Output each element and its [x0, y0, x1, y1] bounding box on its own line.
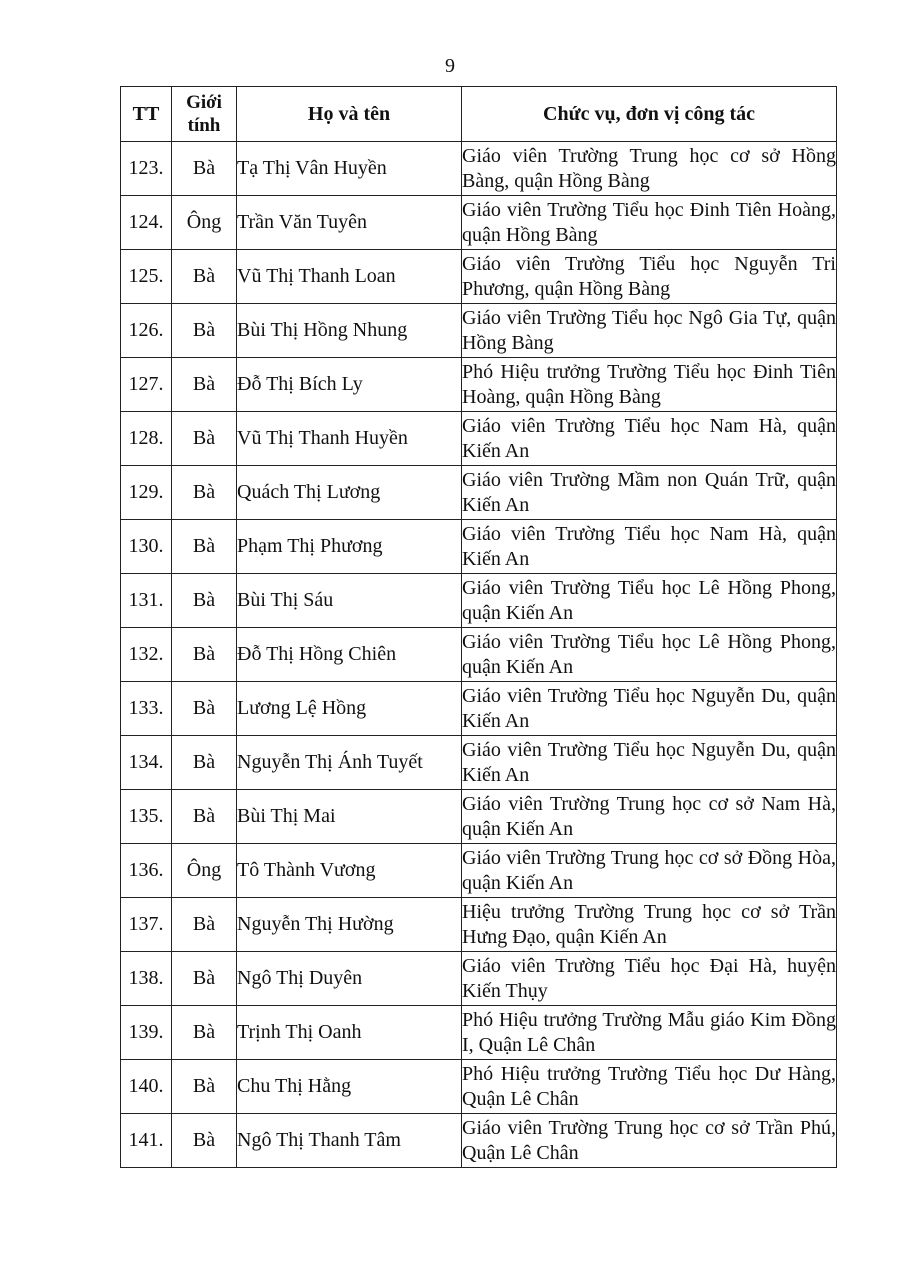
- row-name: Tạ Thị Vân Huyền: [237, 142, 462, 196]
- page-number: 9: [445, 55, 455, 77]
- row-position: Giáo viên Trường Tiểu học Đại Hà, huyện Kiến Thụy: [462, 952, 837, 1006]
- row-gender: Bà: [172, 574, 237, 628]
- row-gender: Bà: [172, 736, 237, 790]
- row-number: 140.: [121, 1060, 172, 1114]
- row-number: 139.: [121, 1006, 172, 1060]
- row-number: 123.: [121, 142, 172, 196]
- row-name: Bùi Thị Hồng Nhung: [237, 304, 462, 358]
- table-row: [121, 304, 837, 358]
- row-number: 125.: [121, 250, 172, 304]
- row-number: 134.: [121, 736, 172, 790]
- table-row: [121, 1006, 837, 1060]
- row-number: 130.: [121, 520, 172, 574]
- row-position: Giáo viên Trường Tiểu học Nam Hà, quận Kiến An: [462, 412, 837, 466]
- row-name: Ngô Thị Thanh Tâm: [237, 1114, 462, 1168]
- row-gender: Bà: [172, 1006, 237, 1060]
- row-name: Lương Lệ Hồng: [237, 682, 462, 736]
- row-position: Giáo viên Trường Tiểu học Nguyễn Du, quận Kiến An: [462, 736, 837, 790]
- row-name: Trần Văn Tuyên: [237, 196, 462, 250]
- row-name: Tô Thành Vương: [237, 844, 462, 898]
- row-name: Vũ Thị Thanh Huyền: [237, 412, 462, 466]
- table-row: [121, 520, 837, 574]
- row-number: 128.: [121, 412, 172, 466]
- table-row: [121, 412, 837, 466]
- row-name: Trịnh Thị Oanh: [237, 1006, 462, 1060]
- row-gender: Bà: [172, 304, 237, 358]
- row-position: Giáo viên Trường Tiểu học Đinh Tiên Hoàng, quận Hồng Bàng: [462, 196, 837, 250]
- row-name: Bùi Thị Sáu: [237, 574, 462, 628]
- row-gender: Bà: [172, 952, 237, 1006]
- row-number: 124.: [121, 196, 172, 250]
- row-gender: Bà: [172, 250, 237, 304]
- row-position: Phó Hiệu trưởng Trường Mẫu giáo Kim Đồng I, Quận Lê Chân: [462, 1006, 837, 1060]
- row-gender: Bà: [172, 358, 237, 412]
- table-row: [121, 952, 837, 1006]
- row-position: Giáo viên Trường Tiểu học Nam Hà, quận Kiến An: [462, 520, 837, 574]
- row-gender: Bà: [172, 412, 237, 466]
- row-position: Giáo viên Trường Tiểu học Lê Hồng Phong, quận Kiến An: [462, 628, 837, 682]
- row-number: 138.: [121, 952, 172, 1006]
- row-name: Bùi Thị Mai: [237, 790, 462, 844]
- row-gender: Bà: [172, 466, 237, 520]
- row-gender: Bà: [172, 1114, 237, 1168]
- row-gender: Bà: [172, 628, 237, 682]
- table-row: [121, 844, 837, 898]
- row-position: Giáo viên Trường Tiểu học Nguyễn Tri Phương, quận Hồng Bàng: [462, 250, 837, 304]
- table-row: [121, 574, 837, 628]
- row-position: Hiệu trưởng Trường Trung học cơ sở Trần Hưng Đạo, quận Kiến An: [462, 898, 837, 952]
- row-position: Giáo viên Trường Tiểu học Ngô Gia Tự, quận Hồng Bàng: [462, 304, 837, 358]
- row-name: Phạm Thị Phương: [237, 520, 462, 574]
- header-gender: Giới tính: [172, 87, 237, 142]
- row-number: 129.: [121, 466, 172, 520]
- row-name: Chu Thị Hằng: [237, 1060, 462, 1114]
- table-row: [121, 682, 837, 736]
- row-gender: Bà: [172, 682, 237, 736]
- row-name: Ngô Thị Duyên: [237, 952, 462, 1006]
- row-position: Phó Hiệu trưởng Trường Tiểu học Đinh Tiên Hoàng, quận Hồng Bàng: [462, 358, 837, 412]
- table-header-row: [121, 87, 837, 142]
- row-gender: Bà: [172, 520, 237, 574]
- table-row: [121, 1114, 837, 1168]
- row-number: 136.: [121, 844, 172, 898]
- table-row: [121, 142, 837, 196]
- row-number: 135.: [121, 790, 172, 844]
- row-position: Phó Hiệu trưởng Trường Tiểu học Dư Hàng, Quận Lê Chân: [462, 1060, 837, 1114]
- row-number: 131.: [121, 574, 172, 628]
- row-name: Quách Thị Lương: [237, 466, 462, 520]
- table-row: [121, 466, 837, 520]
- row-name: Vũ Thị Thanh Loan: [237, 250, 462, 304]
- header-name: Họ và tên: [237, 87, 462, 142]
- row-number: 127.: [121, 358, 172, 412]
- row-gender: Bà: [172, 142, 237, 196]
- table-row: [121, 358, 837, 412]
- row-position: Giáo viên Trường Trung học cơ sở Trần Phú, Quận Lê Chân: [462, 1114, 837, 1168]
- header-tt: TT: [121, 87, 172, 142]
- row-position: Giáo viên Trường Trung học cơ sở Hồng Bàng, quận Hồng Bàng: [462, 142, 837, 196]
- row-position: Giáo viên Trường Tiểu học Nguyễn Du, quận Kiến An: [462, 682, 837, 736]
- table-row: [121, 736, 837, 790]
- personnel-table: [120, 86, 837, 1168]
- row-position: Giáo viên Trường Mầm non Quán Trữ, quận Kiến An: [462, 466, 837, 520]
- row-number: 126.: [121, 304, 172, 358]
- row-name: Nguyễn Thị Ánh Tuyết: [237, 736, 462, 790]
- table-row: [121, 898, 837, 952]
- row-number: 132.: [121, 628, 172, 682]
- row-gender: Bà: [172, 898, 237, 952]
- row-gender: Ông: [172, 844, 237, 898]
- table-row: [121, 790, 837, 844]
- row-number: 137.: [121, 898, 172, 952]
- row-position: Giáo viên Trường Trung học cơ sở Đồng Hòa, quận Kiến An: [462, 844, 837, 898]
- row-position: Giáo viên Trường Trung học cơ sở Nam Hà, quận Kiến An: [462, 790, 837, 844]
- row-gender: Ông: [172, 196, 237, 250]
- table-row: [121, 1060, 837, 1114]
- row-position: Giáo viên Trường Tiểu học Lê Hồng Phong, quận Kiến An: [462, 574, 837, 628]
- header-position: Chức vụ, đơn vị công tác: [462, 87, 837, 142]
- table-row: [121, 250, 837, 304]
- row-gender: Bà: [172, 1060, 237, 1114]
- row-number: 141.: [121, 1114, 172, 1168]
- row-number: 133.: [121, 682, 172, 736]
- row-name: Đỗ Thị Hồng Chiên: [237, 628, 462, 682]
- row-gender: Bà: [172, 790, 237, 844]
- table-row: [121, 196, 837, 250]
- row-name: Đỗ Thị Bích Ly: [237, 358, 462, 412]
- table-row: [121, 628, 837, 682]
- row-name: Nguyễn Thị Hường: [237, 898, 462, 952]
